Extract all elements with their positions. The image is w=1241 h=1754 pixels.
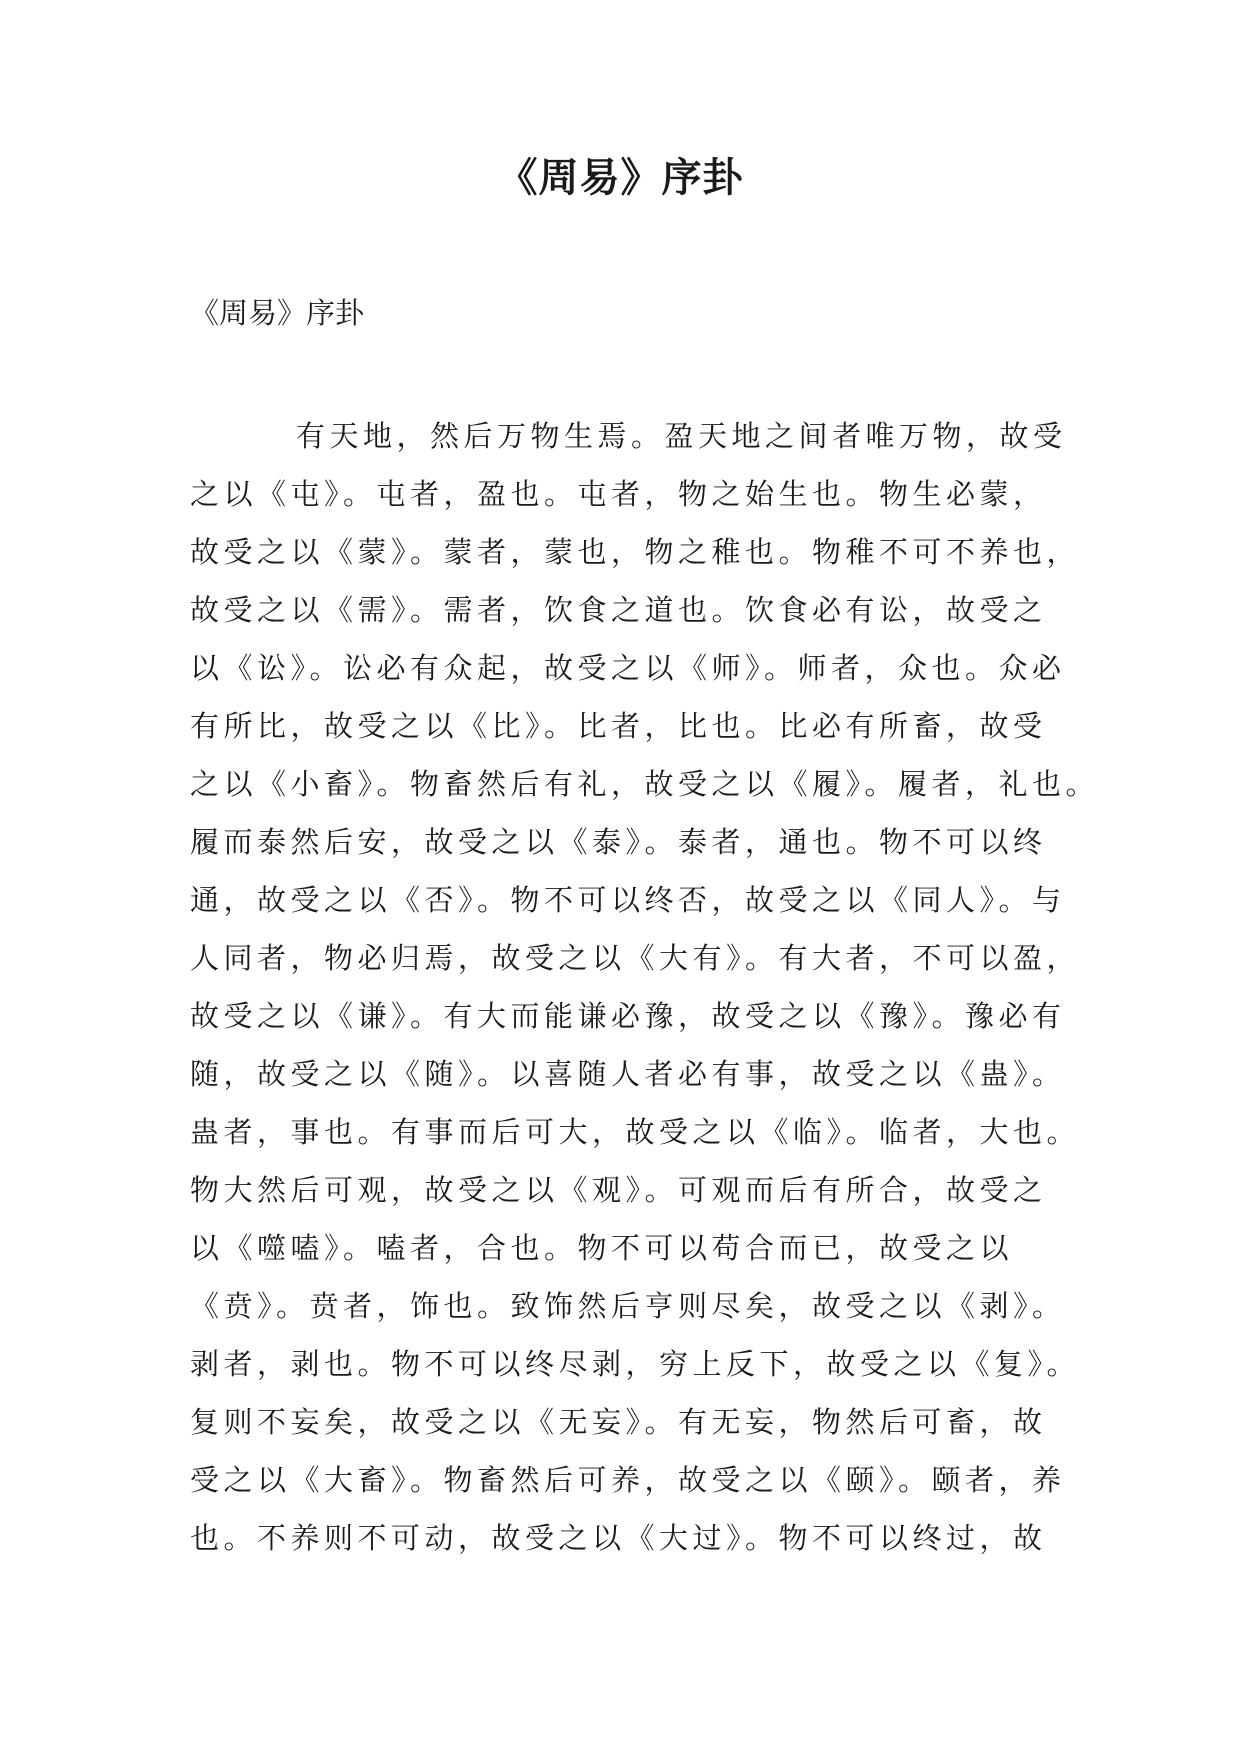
body-line: 蛊者，事也。有事而后可大，故受之以《临》。临者，大也。 bbox=[190, 1115, 1081, 1149]
body-line: 剥者，剥也。物不可以终尽剥，穷上反下，故受之以《复》。 bbox=[190, 1347, 1081, 1381]
body-line: 随，故受之以《随》。以喜随人者必有事，故受之以《蛊》。 bbox=[190, 1057, 1066, 1091]
body-line: 有天地，然后万物生焉。盈天地之间者唯万物，故受 bbox=[296, 419, 1067, 453]
body-line: 履而泰然后安，故受之以《泰》。泰者，通也。物不可以终 bbox=[190, 825, 1047, 859]
document-title: 《周易》序卦 bbox=[497, 154, 744, 201]
body-line: 也。不养则不可动，故受之以《大过》。物不可以终过，故 bbox=[190, 1521, 1047, 1555]
body-line: 物大然后可观，故受之以《观》。可观而后有所合，故受之 bbox=[190, 1173, 1047, 1207]
body-line: 有所比，故受之以《比》。比者，比也。比必有所畜，故受 bbox=[190, 709, 1047, 743]
body-line: 故受之以《需》。需者，饮食之道也。饮食必有讼，故受之 bbox=[190, 593, 1047, 627]
document-subheading: 《周易》序卦 bbox=[190, 296, 365, 330]
body-line: 《贲》。贲者，饰也。致饰然后亨则尽矣，故受之以《剥》。 bbox=[190, 1289, 1066, 1323]
body-line: 故受之以《谦》。有大而能谦必豫，故受之以《豫》。豫必有 bbox=[190, 999, 1066, 1033]
body-line: 之以《屯》。屯者，盈也。屯者，物之始生也。物生必蒙， bbox=[190, 477, 1047, 511]
body-line: 复则不妄矣，故受之以《无妄》。有无妄，物然后可畜，故 bbox=[190, 1405, 1047, 1439]
body-line: 以《讼》。讼必有众起，故受之以《师》。师者，众也。众必 bbox=[190, 651, 1066, 685]
body-text bbox=[190, 407, 1100, 1567]
body-line: 受之以《大畜》。物畜然后可养，故受之以《颐》。颐者，养 bbox=[190, 1463, 1066, 1497]
body-line: 人同者，物必归焉，故受之以《大有》。有大者，不可以盈， bbox=[190, 941, 1081, 975]
body-line: 以《噬嗑》。嗑者，合也。物不可以苟合而已，故受之以 bbox=[190, 1231, 1014, 1265]
body-line: 通，故受之以《否》。物不可以终否，故受之以《同人》。与 bbox=[190, 883, 1066, 917]
body-line: 之以《小畜》。物畜然后有礼，故受之以《履》。履者，礼也。 bbox=[190, 767, 1100, 801]
body-line: 故受之以《蒙》。蒙者，蒙也，物之稚也。物稚不可不养也， bbox=[190, 535, 1081, 569]
